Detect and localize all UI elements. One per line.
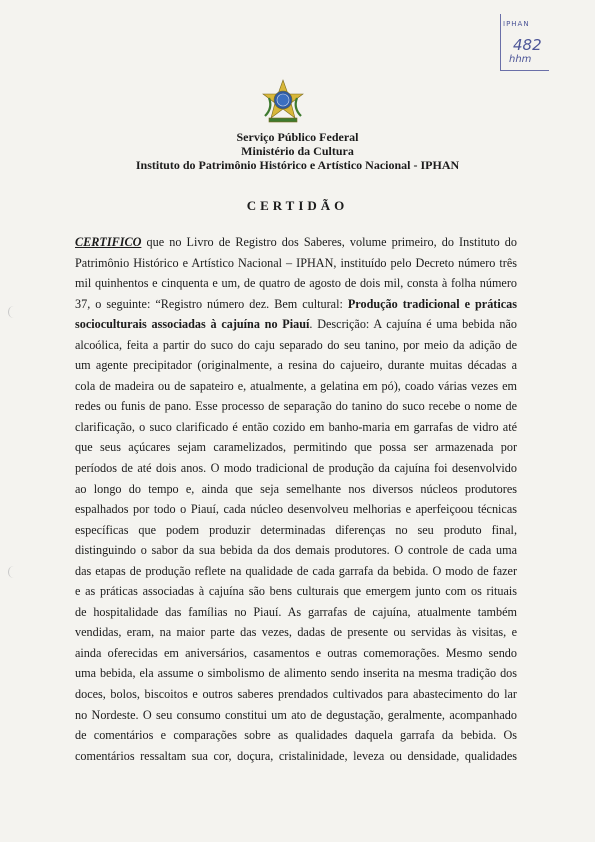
certificate-body (75, 232, 517, 766)
body-line: ao longo do tempo e, ainda que seja semelhante nos diversos núcleos produtores (75, 481, 517, 496)
body-line: 37, o seguinte: “Registro número dez. Bem cultural: Produção tradicional e práticas (75, 296, 517, 311)
body-line: socioculturais associadas à cajuína no Piauí. Descrição: A cajuína é uma bebida não (75, 317, 517, 332)
body-line: específicas que podem produzir determinadas diferenças no seu produto final, (75, 522, 517, 537)
body-line: cola de madeira ou de sapateiro e, atualmente, a gelatina em pó), coado várias vezes em (75, 378, 517, 393)
body-line: Patrimônio Histórico e Artístico Nacional – IPHAN, instituído pelo Decreto número três (75, 255, 517, 270)
body-line: que seus açúcares sejam caramelizados, permitindo que possa ser armazenada por (75, 440, 517, 455)
header-institute: Instituto do Patrimônio Histórico e Artístico Nacional - IPHAN (135, 158, 460, 172)
body-line: das etapas de produção reflete na qualidade de cada garrafa da bebida. O modo de fazer (75, 563, 517, 578)
body-line: uma bebida, ela assume o simbolismo de alimento sendo inserita na mesma tradição dos (75, 666, 517, 681)
body-line: ainda oferecidas em aniversários, casamentos e outras comemorações. Mesmo sendo (75, 645, 517, 660)
body-line: doces, bolos, biscoitos e outros saberes prendados cultivados para abastecimento do lar (75, 687, 517, 702)
heritage-name-part2: socioculturais associadas à cajuína no Piauí (75, 317, 310, 332)
body-line: mil quinhentos e cinquenta e um, de quatro de agosto de dois mil, consta à folha número (75, 276, 517, 291)
punch-hole-mark (8, 306, 19, 318)
heritage-name-part1: Produção tradicional e práticas (347, 296, 517, 311)
body-line: comentários ressaltam sua cor, doçura, cristalinidade, leveza ou densidade, qualidades (75, 748, 517, 763)
body-line: alcoólica, feita a partir do suco do caju separado do seu tanino, por meio da adição de (75, 337, 517, 352)
folio-stamp (500, 14, 549, 71)
body-line: espalhados por todo o Piauí, cada núcleo desenvolveu melhorias e aperfeiçoou técnicas (75, 502, 517, 517)
document-title: CERTIDÃO (246, 198, 349, 213)
certifico-lead: CERTIFICO (75, 235, 142, 249)
body-line: de comentários e comparações sobre as qualidades daquela garrafa da bebida. Os (75, 728, 517, 743)
body-line: e as práticas associadas à cajuína são bens culturais que emergem junto com os rituais (75, 584, 517, 599)
punch-hole-mark (8, 566, 19, 578)
body-line: redes ou funis de pano. Esse processo de separação do tanino do suco recebe o nome de (75, 399, 517, 414)
brazil-coat-of-arms-icon (259, 78, 307, 126)
body-line: clarificação, o suco clarificado é então cozido em banho-maria em garrafas de vidro até (75, 419, 517, 434)
stamp-rubric: hhm (509, 54, 532, 65)
body-line: distinguindo o sabor da sua bebida da dos demais produtores. O controle de cada uma (75, 543, 517, 558)
stamp-label: IPHAN (503, 20, 530, 28)
body-line: de hospitalidade das famílias no Piauí. As garrafas de cajuína, atualmente também (75, 604, 517, 619)
header-federal-service: Serviço Público Federal (236, 130, 359, 144)
body-line: vendidas, eram, na maior parte das vezes, dadas de presente ou servidas às visitas, e (75, 625, 517, 640)
body-line: CERTIFICO que no Livro de Registro dos Saberes, volume primeiro, do Instituto do (75, 235, 517, 249)
body-line: um agente precipitador (originalmente, a resina do cajueiro, durante muitas décadas a (75, 358, 517, 373)
body-line: no Nordeste. O seu consumo constitui um ato de degustação, geralmente, acompanhado (75, 707, 517, 722)
header-ministry: Ministério da Cultura (241, 144, 354, 158)
stamp-number: 482 (513, 36, 542, 54)
body-line: períodos de até dois anos. O modo tradicional de produção da cajuína foi desenvolvido (75, 461, 517, 476)
